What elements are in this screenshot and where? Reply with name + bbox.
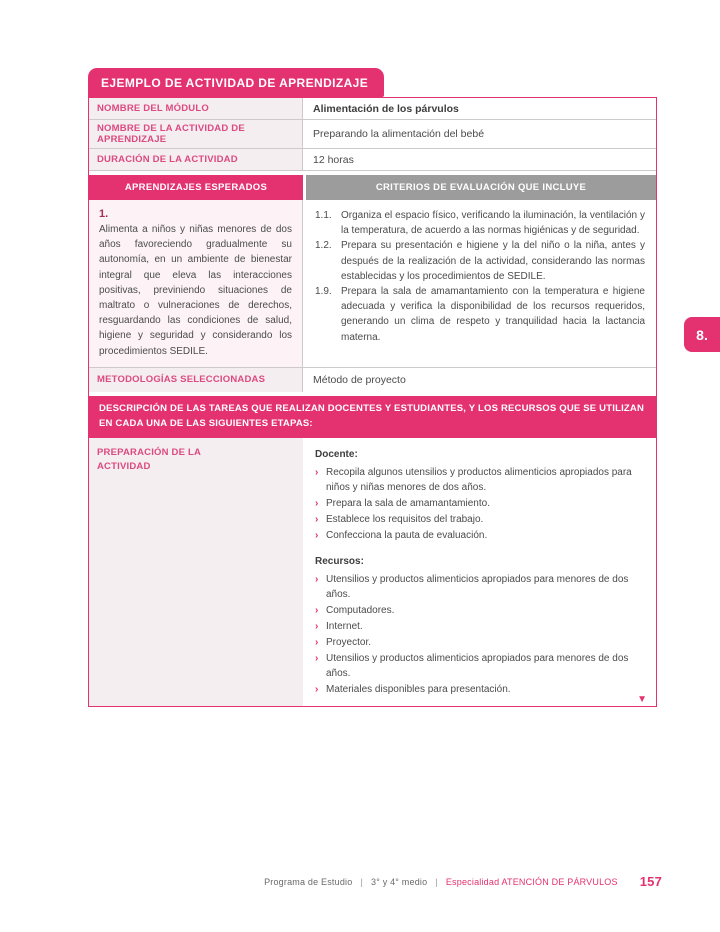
evaluation-criteria-header: CRITERIOS DE EVALUACIÓN QUE INCLUYE (306, 175, 656, 200)
criteria-text: Prepara la sala de amamantamiento con la temperatura e higiene adecuada y verifica la disponibilidad de los recursos requeridos, generando un clima de respeto y tranquilidad hacia la lactancia materna. (341, 285, 645, 343)
list-item-text: Internet. (326, 621, 363, 633)
tasks-description-banner: DESCRIPCIÓN DE LAS TAREAS QUE REALIZAN DOCENTES Y ESTUDIANTES, Y LOS RECURSOS QUE SE UTILIZAN EN CADA UNA DE LAS SIGUIENTES ETAPAS: (89, 396, 656, 438)
bullet-chevron-icon: › (315, 574, 319, 586)
footer-specialty: Especialidad ATENCIÓN DE PÁRVULOS (445, 876, 618, 887)
bullet-chevron-icon: › (315, 467, 319, 479)
criteria-text: Prepara su presentación e higiene y la del niño o la niña, antes y después de la realización de la actividad, considerando las normas establecidas y los procedimientos de SEDILE. (341, 240, 645, 282)
chapter-number: 8. (696, 326, 708, 343)
list-item-text: Confecciona la pauta de evaluación. (326, 530, 488, 542)
preparation-label-text: PREPARACIÓN DE LA ACTIVIDAD (97, 447, 201, 472)
list-item-text: Computadores. (326, 605, 395, 617)
bullet-chevron-icon: › (315, 653, 319, 665)
criteria-number: 1.2. (315, 240, 332, 252)
module-label: NOMBRE DEL MÓDULO (89, 98, 303, 119)
chapter-tab (684, 317, 720, 352)
list-item (315, 465, 644, 495)
duration-label: DURACIÓN DE LA ACTIVIDAD (89, 149, 303, 170)
activity-table (88, 97, 657, 707)
criteria-number: 1.1. (315, 210, 332, 221)
preparation-row (89, 438, 656, 706)
criteria-text: Organiza el espacio físico, verificando la iluminación, la ventilación y la temperatura, de acuerdo a las normas higiénicas y de seguridad. (341, 210, 645, 237)
bullet-chevron-icon: › (315, 637, 319, 649)
resources-heading: Recursos: (315, 556, 364, 568)
list-item-text: Proyector. (326, 637, 372, 649)
list-item (315, 619, 644, 634)
bullet-chevron-icon: › (315, 621, 319, 633)
preparation-content (303, 438, 656, 706)
list-item (315, 496, 644, 511)
table-row-module (89, 98, 656, 120)
list-item (315, 528, 644, 543)
list-item (315, 682, 644, 697)
continuation-arrow-icon: ▼ (637, 694, 647, 706)
criteria-item (315, 208, 645, 238)
list-item (315, 603, 644, 618)
learning-text: Alimenta a niños y niñas menores de dos años favoreciendo gradualmente su autonomía, en un ambiente de bienestar integral que eleva las interacciones positivas, previniendo situaciones de maltrato o vulneraciones de derechos, resguardando las condiciones de salud, higiene y seguridad y considerando los procedimientos SEDILE. (99, 224, 292, 357)
learning-number: 1. (99, 208, 109, 220)
list-item-text: Recopila algunos utensilios y productos alimenticios apropiados para niños y niñas menores de dos años. (326, 467, 632, 494)
criteria-item (315, 238, 645, 284)
list-item (315, 651, 644, 681)
criteria-number: 1.9. (315, 285, 332, 297)
list-item (315, 572, 644, 602)
table-row-methodologies (89, 368, 656, 392)
list-item (315, 512, 644, 527)
list-item-text: Prepara la sala de amamantamiento. (326, 498, 490, 510)
activity-example-document (88, 68, 657, 707)
expected-learnings-header: APRENDIZAJES ESPERADOS (89, 175, 303, 200)
learning-criteria-row (89, 200, 656, 368)
activity-example-title (88, 68, 384, 97)
expected-learning-cell (89, 200, 303, 367)
activity-name-label: NOMBRE DE LA ACTIVIDAD DE APRENDIZAJE (89, 120, 303, 148)
column-headers (89, 175, 656, 200)
bullet-chevron-icon: › (315, 498, 319, 510)
footer-program: Programa de Estudio (264, 876, 353, 887)
page-footer (0, 874, 720, 889)
activity-name-value: Preparando la alimentación del bebé (313, 128, 485, 140)
criteria-item (315, 284, 645, 345)
module-value: Alimentación de los párvulos (313, 102, 459, 115)
teacher-heading: Docente: (315, 449, 358, 461)
footer-separator: | (435, 876, 438, 887)
resources-list (315, 572, 644, 697)
list-item-text: Materiales disponibles para presentación. (326, 684, 511, 696)
methodologies-label: METODOLOGÍAS SELECCIONADAS (89, 368, 303, 392)
list-item-text: Utensilios y productos alimenticios apropiados para menores de dos años. (326, 653, 629, 680)
list-item-text: Establece los requisitos del trabajo. (326, 514, 484, 526)
list-item (315, 635, 644, 650)
teacher-task-list (315, 465, 644, 543)
bullet-chevron-icon: › (315, 605, 319, 617)
bullet-chevron-icon: › (315, 684, 319, 696)
list-item-text: Utensilios y productos alimenticios apropiados para menores de dos años. (326, 574, 629, 601)
preparation-label (89, 438, 303, 706)
title-text: EJEMPLO DE ACTIVIDAD DE APRENDIZAJE (101, 75, 369, 90)
page-number: 157 (639, 874, 662, 889)
methodologies-value: Método de proyecto (313, 373, 406, 386)
criteria-cell (303, 200, 656, 367)
footer-grade: 3° y 4° medio (370, 876, 428, 887)
table-row-activity-name (89, 120, 656, 149)
duration-value: 12 horas (313, 153, 354, 166)
table-row-duration (89, 149, 656, 171)
footer-separator: | (360, 876, 363, 887)
bullet-chevron-icon: › (315, 530, 319, 542)
bullet-chevron-icon: › (315, 514, 319, 526)
